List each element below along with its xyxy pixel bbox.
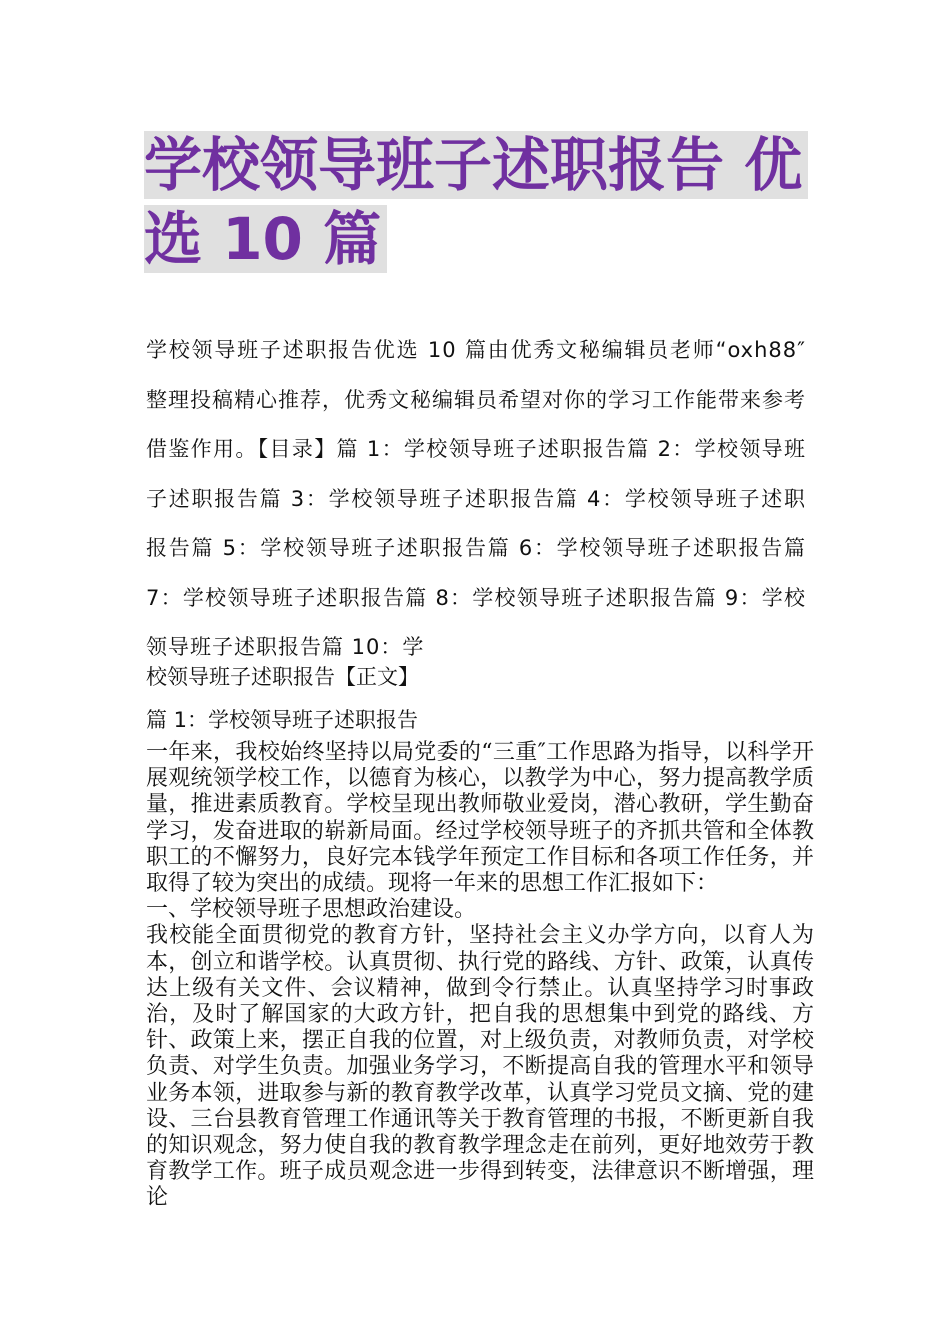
body-text — [146, 740, 814, 1212]
section-heading: 篇 1：学校领导班子述职报告 — [146, 708, 419, 732]
intro-tail: 校领导班子述职报告【正文】 — [146, 665, 419, 689]
intro-paragraph: 学校领导班子述职报告优选 10 篇由优秀文秘编辑员老师“oxh88″整理投稿精心推荐，优秀文秘编辑员希望对你的学习工作能带来参考借鉴作用。【目录】篇 1：学校领导班子述职报告篇 2：学校领导班子述职报告篇 3：学校领导班子述职报告篇 4：学校领导班子述职报告篇 5：学校领导班子述职报告篇 6：学校领导班子述职报告篇 7：学校领导班子述职报告篇 8：学校领导班子述职报告篇 9：学校领导班子述职报告篇 10：学 — [146, 338, 806, 659]
document-title — [144, 128, 814, 276]
title-line-2: 选 10 篇 — [144, 205, 387, 273]
body-paragraph: 一、学校领导班子思想政治建设。 — [146, 897, 477, 923]
body-paragraph: 我校能全面贯彻党的教育方针，坚持社会主义办学方向，以育人为本，创立和谐学校。认真贯彻、执行党的路线、方针、政策，认真传达上级有关文件、会议精神，做到令行禁止。认真坚持学习时事政治，及时了解国家的大政方针，把自我的思想集中到党的路线、方针、政策上来，摆正自我的位置，对上级负责，对教师负责，对学校负责、对学生负责。加强业务学习，不断提高自我的管理水平和领导业务本领，进取参与新的教育教学改革，认真学习党员文摘、党的建设、三台县教育管理工作通讯等关于教育管理的书报，不断更新自我的知识观念，努力使自我的教育教学理念走在前列，更好地效劳于教育教学工作。班子成员观念进一步得到转变，法律意识不断增强，理论 — [146, 923, 814, 1211]
title-line-1: 学校领导班子述职报告 优 — [144, 131, 808, 199]
body-paragraph: 一年来，我校始终坚持以局党委的“三重″工作思路为指导，以科学开展观统领学校工作，以德育为核心，以教学为中心，努力提高教学质量，推进素质教育。学校呈现出教师敬业爱岗，潜心教研，学生勤奋学习，发奋进取的崭新局面。经过学校领导班子的齐抓共管和全体教职工的不懈努力，良好完本钱学年预定工作目标和各项工作任务，并取得了较为突出的成绩。现将一年来的思想工作汇报如下： — [146, 740, 814, 897]
